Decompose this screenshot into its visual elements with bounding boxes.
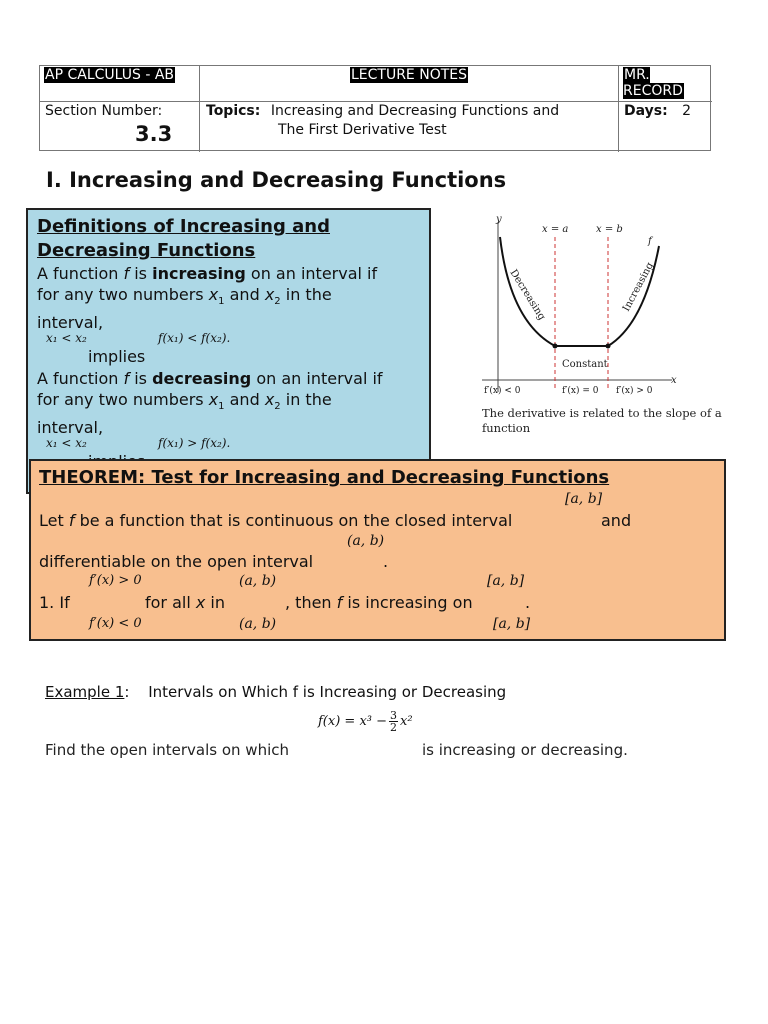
topics-cell bbox=[200, 102, 619, 152]
decreasing-label: Decreasing bbox=[507, 267, 548, 323]
deriv-pos-label: f′(x) > 0 bbox=[616, 386, 653, 396]
increasing-label: Increasing bbox=[620, 260, 656, 314]
def-x: x bbox=[264, 390, 275, 409]
theorem-title: THEOREM: Test for Increasing and Decreasing Functions bbox=[39, 467, 610, 488]
def-text: on an interval if bbox=[251, 369, 383, 388]
theorem-item1-a: 1. If bbox=[39, 593, 70, 612]
def-sub: 1 bbox=[218, 401, 225, 413]
theorem-box bbox=[29, 459, 726, 641]
point-a bbox=[553, 344, 558, 349]
def-text: on an interval if bbox=[245, 264, 378, 283]
open-interval-1: (a, b) bbox=[347, 533, 385, 549]
def-text: is bbox=[129, 369, 153, 388]
course-cell bbox=[40, 66, 200, 102]
theorem-diff-line: differentiable on the open interval bbox=[39, 552, 314, 571]
def-x: x bbox=[208, 390, 219, 409]
section-number: 3.3 bbox=[135, 122, 173, 146]
open-interval-2: (a, b) bbox=[239, 573, 277, 589]
closed-interval-2: [a, b] bbox=[487, 573, 525, 589]
closed-interval-1: [a, b] bbox=[565, 491, 603, 507]
def-sub: 2 bbox=[274, 296, 281, 308]
theorem-text: Let bbox=[39, 511, 69, 530]
topics-label: Topics: bbox=[206, 103, 261, 119]
item2-condition: f′(x) < 0 bbox=[89, 616, 142, 631]
example1-heading bbox=[45, 683, 506, 701]
def-x: x bbox=[264, 285, 275, 304]
dec-condition-x: x₁ < x₂ bbox=[46, 436, 87, 450]
caption-line2: function bbox=[482, 421, 531, 435]
y-axis-label: y bbox=[496, 214, 502, 225]
def-sub: 2 bbox=[274, 401, 281, 413]
section-heading: I. Increasing and Decreasing Functions bbox=[46, 168, 507, 192]
def-text: and bbox=[224, 285, 265, 304]
days-value: 2 bbox=[682, 103, 692, 119]
def-x: x bbox=[208, 285, 219, 304]
f-label: f bbox=[648, 236, 652, 247]
x-axis-label: x bbox=[671, 375, 677, 386]
fraction-denominator: 2 bbox=[390, 721, 398, 734]
slope-figure bbox=[476, 212, 722, 440]
inc-condition-f: f(x₁) < f(x₂). bbox=[158, 331, 231, 345]
point-b bbox=[606, 344, 611, 349]
example1-prompt bbox=[45, 741, 289, 759]
topics-line2: The First Derivative Test bbox=[278, 122, 447, 138]
prompt-start: Find the open intervals on which bbox=[45, 741, 290, 759]
item1-condition: f′(x) > 0 bbox=[89, 573, 142, 588]
example1-label: Example 1 bbox=[45, 683, 125, 701]
decreasing-definition bbox=[37, 368, 383, 438]
def-text: in the bbox=[280, 285, 332, 304]
function-lhs: f(x) = x³ − bbox=[318, 714, 388, 729]
topics-line1: Increasing and Decreasing Functions and bbox=[270, 103, 560, 119]
header-table bbox=[39, 65, 711, 151]
section-cell bbox=[40, 102, 200, 152]
def-f: f bbox=[123, 369, 130, 388]
theorem-and: and bbox=[601, 511, 632, 530]
example1-colon: : bbox=[124, 683, 130, 701]
function-rhs: x² bbox=[400, 714, 413, 729]
theorem-text: is increasing on bbox=[342, 593, 473, 612]
theorem-f: f bbox=[336, 593, 343, 612]
definitions-title bbox=[37, 215, 330, 263]
days-cell bbox=[619, 102, 712, 152]
theorem-f: f bbox=[68, 511, 75, 530]
teacher-name: MR. RECORD bbox=[623, 67, 683, 99]
title-cell bbox=[200, 66, 619, 102]
def-decreasing-term: decreasing bbox=[152, 369, 252, 388]
theorem-text: for all bbox=[145, 593, 196, 612]
deriv-zero-label: f′(x) = 0 bbox=[562, 386, 599, 396]
def-text: interval, bbox=[37, 313, 104, 333]
section-label: Section Number: bbox=[45, 103, 163, 119]
def-text: is bbox=[129, 264, 153, 283]
inc-condition-x: x₁ < x₂ bbox=[46, 331, 87, 345]
definitions-title-line2: Decreasing Functions bbox=[37, 240, 256, 261]
course-name: AP CALCULUS - AB bbox=[45, 67, 175, 83]
teacher-cell bbox=[619, 66, 712, 102]
def-text: for any two numbers bbox=[37, 285, 209, 304]
doc-title: LECTURE NOTES bbox=[350, 67, 468, 83]
def-text: for any two numbers bbox=[37, 390, 209, 409]
theorem-x: x bbox=[195, 593, 206, 612]
def-increasing-term: increasing bbox=[152, 264, 246, 283]
theorem-text: in bbox=[205, 593, 226, 612]
example1-function bbox=[318, 710, 413, 733]
def-text: and bbox=[224, 390, 265, 409]
x-equals-b-label: x = b bbox=[596, 224, 623, 235]
deriv-neg-label: f′(x) < 0 bbox=[484, 386, 521, 396]
def-text: in the bbox=[280, 390, 332, 409]
theorem-item1-c bbox=[285, 593, 473, 612]
def-text: A function bbox=[37, 369, 124, 388]
theorem-let-line bbox=[39, 511, 512, 530]
function-fraction bbox=[389, 710, 398, 733]
example1-prompt-end: is increasing or decreasing. bbox=[422, 741, 628, 759]
definitions-title-line1: Definitions of Increasing and bbox=[37, 216, 330, 237]
theorem-period: . bbox=[383, 552, 389, 571]
definitions-box bbox=[26, 208, 431, 494]
dec-condition-f: f(x₁) > f(x₂). bbox=[158, 436, 231, 450]
days-label: Days: bbox=[624, 103, 668, 119]
theorem-text: be a function that is continuous on the closed interval bbox=[74, 511, 513, 530]
x-equals-a-label: x = a bbox=[542, 224, 569, 235]
open-interval-3: (a, b) bbox=[239, 616, 277, 632]
example1-title: Intervals on Which f is Increasing or Decreasing bbox=[148, 683, 507, 701]
def-text: A function bbox=[37, 264, 124, 283]
theorem-item1-b bbox=[145, 593, 225, 612]
constant-label: Constant bbox=[562, 359, 608, 370]
def-f: f bbox=[123, 264, 130, 283]
fraction-numerator: 3 bbox=[390, 709, 398, 722]
increasing-definition bbox=[37, 263, 377, 333]
closed-interval-3: [a, b] bbox=[493, 616, 531, 632]
def-sub: 1 bbox=[218, 296, 225, 308]
theorem-item1-period: . bbox=[525, 593, 531, 612]
def-text: interval, bbox=[37, 418, 104, 438]
caption-line1: The derivative is related to the slope of a bbox=[482, 406, 722, 420]
inc-implies: implies bbox=[88, 347, 146, 366]
theorem-text: , then bbox=[285, 593, 337, 612]
